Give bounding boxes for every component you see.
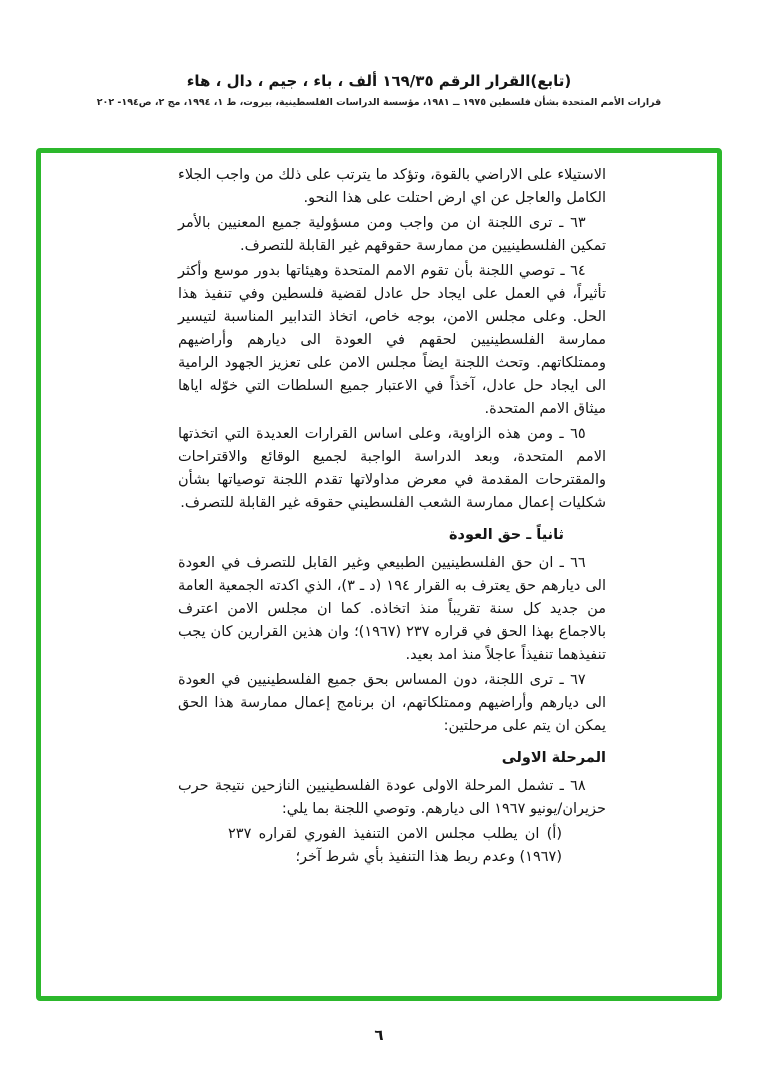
document-source-line: قرارات الأمم المتحدة بشأن فلسطين ١٩٧٥ ــ ١٩٨١، مؤسسة الدراسات الفلسطينية، بيروت، ط ١، ١٩٩٤، مج ٢، ص١٩٤- ٢٠٢: [96, 97, 662, 108]
paragraph: الاستيلاء على الاراضي بالقوة، وتؤكد ما يترتب على ذلك من واجب الجلاء الكامل والعاجل عن اي ارض احتلت على هذا النحو.: [178, 167, 606, 206]
paragraph: ٦٤ ـ توصي اللجنة بأن تقوم الامم المتحدة وهيئاتها بدور موسع وأكثر تأثيراً، في العمل على ايجاد حل عادل لقضية فلسطين وفي تنفيذ هذا الحل. وعلى مجلس الامن، بوجه خاص، اتخاذ التدابير المناسبة لتيسير ممارسة الفلسطينيين لحقهم في العودة الى ديارهم وأراضيهم وممتلكاتهم. وتحث اللجنة ايضاً مجلس الامن على تعزيز الجهود الرامية الى ايجاد حل عادل، آخذاً في الاعتبار جميع السلطات التي خوّله اياها ميثاق الامم المتحدة.: [178, 263, 606, 417]
section-heading: ثانياً ـ حق العودة: [448, 527, 564, 543]
paragraph: ٦٨ ـ تشمل المرحلة الاولى عودة الفلسطينيين النازحين نتيجة حرب حزيران/يونيو ١٩٦٧ الى ديارهم. وتوصي اللجنة بما يلي:: [178, 778, 606, 817]
document-title: (تابع)القرار الرقم ١٦٩/٣٥ ألف ، باء ، جيم ، دال ، هاء: [186, 72, 572, 90]
page-number: ٦: [374, 1026, 384, 1044]
paragraph: ٦٧ ـ ترى اللجنة، دون المساس بحق جميع الفلسطينيين في العودة الى ديارهم وأراضيهم وممتلكاتهم، ان برنامج إعمال ممارسة هذا الحق يمكن ان يتم على مرحلتين:: [178, 672, 606, 734]
page-header: [0, 72, 758, 108]
paragraph: ٦٣ ـ ترى اللجنة ان من واجب ومن مسؤولية جميع المعنيين بالأمر تمكين الفلسطينيين من ممارسة حقوقهم غير القابلة للتصرف.: [178, 215, 606, 254]
sub-item: (أ) ان يطلب مجلس الامن التنفيذ الفوري لقراره ٢٣٧ (١٩٦٧) وعدم ربط هذا التنفيذ بأي شرط آخر؛: [228, 826, 562, 865]
document-body: [178, 164, 606, 871]
paragraph: ٦٥ ـ ومن هذه الزاوية، وعلى اساس القرارات العديدة التي اتخذتها الامم المتحدة، وبعد الدراسة الواجبة لجميع الوقائع والاقتراحات والمقترحات المقدمة في معرض مداولاتها تقدم اللجنة توصياتها بشأن شكليات إعمال ممارسة الشعب الفلسطيني حقوقه غير القابلة للتصرف.: [178, 426, 606, 511]
paragraph: ٦٦ ـ ان حق الفلسطينيين الطبيعي وغير القابل للتصرف في العودة الى ديارهم حق يعترف به القرار ١٩٤ (د ـ ٣)، الذي اكدته الجمعية العامة من جديد كل سنة تقريباً منذ اتخاذه. كما ان مجلس الامن اعترف بالاجماع بهذا الحق في قراره ٢٣٧ (١٩٦٧)؛ وان هذين القرارين كان يجب تنفيذهما تنفيذاً عاجلاً منذ امد بعيد.: [178, 555, 606, 663]
section-heading: المرحلة الاولى: [501, 750, 606, 766]
